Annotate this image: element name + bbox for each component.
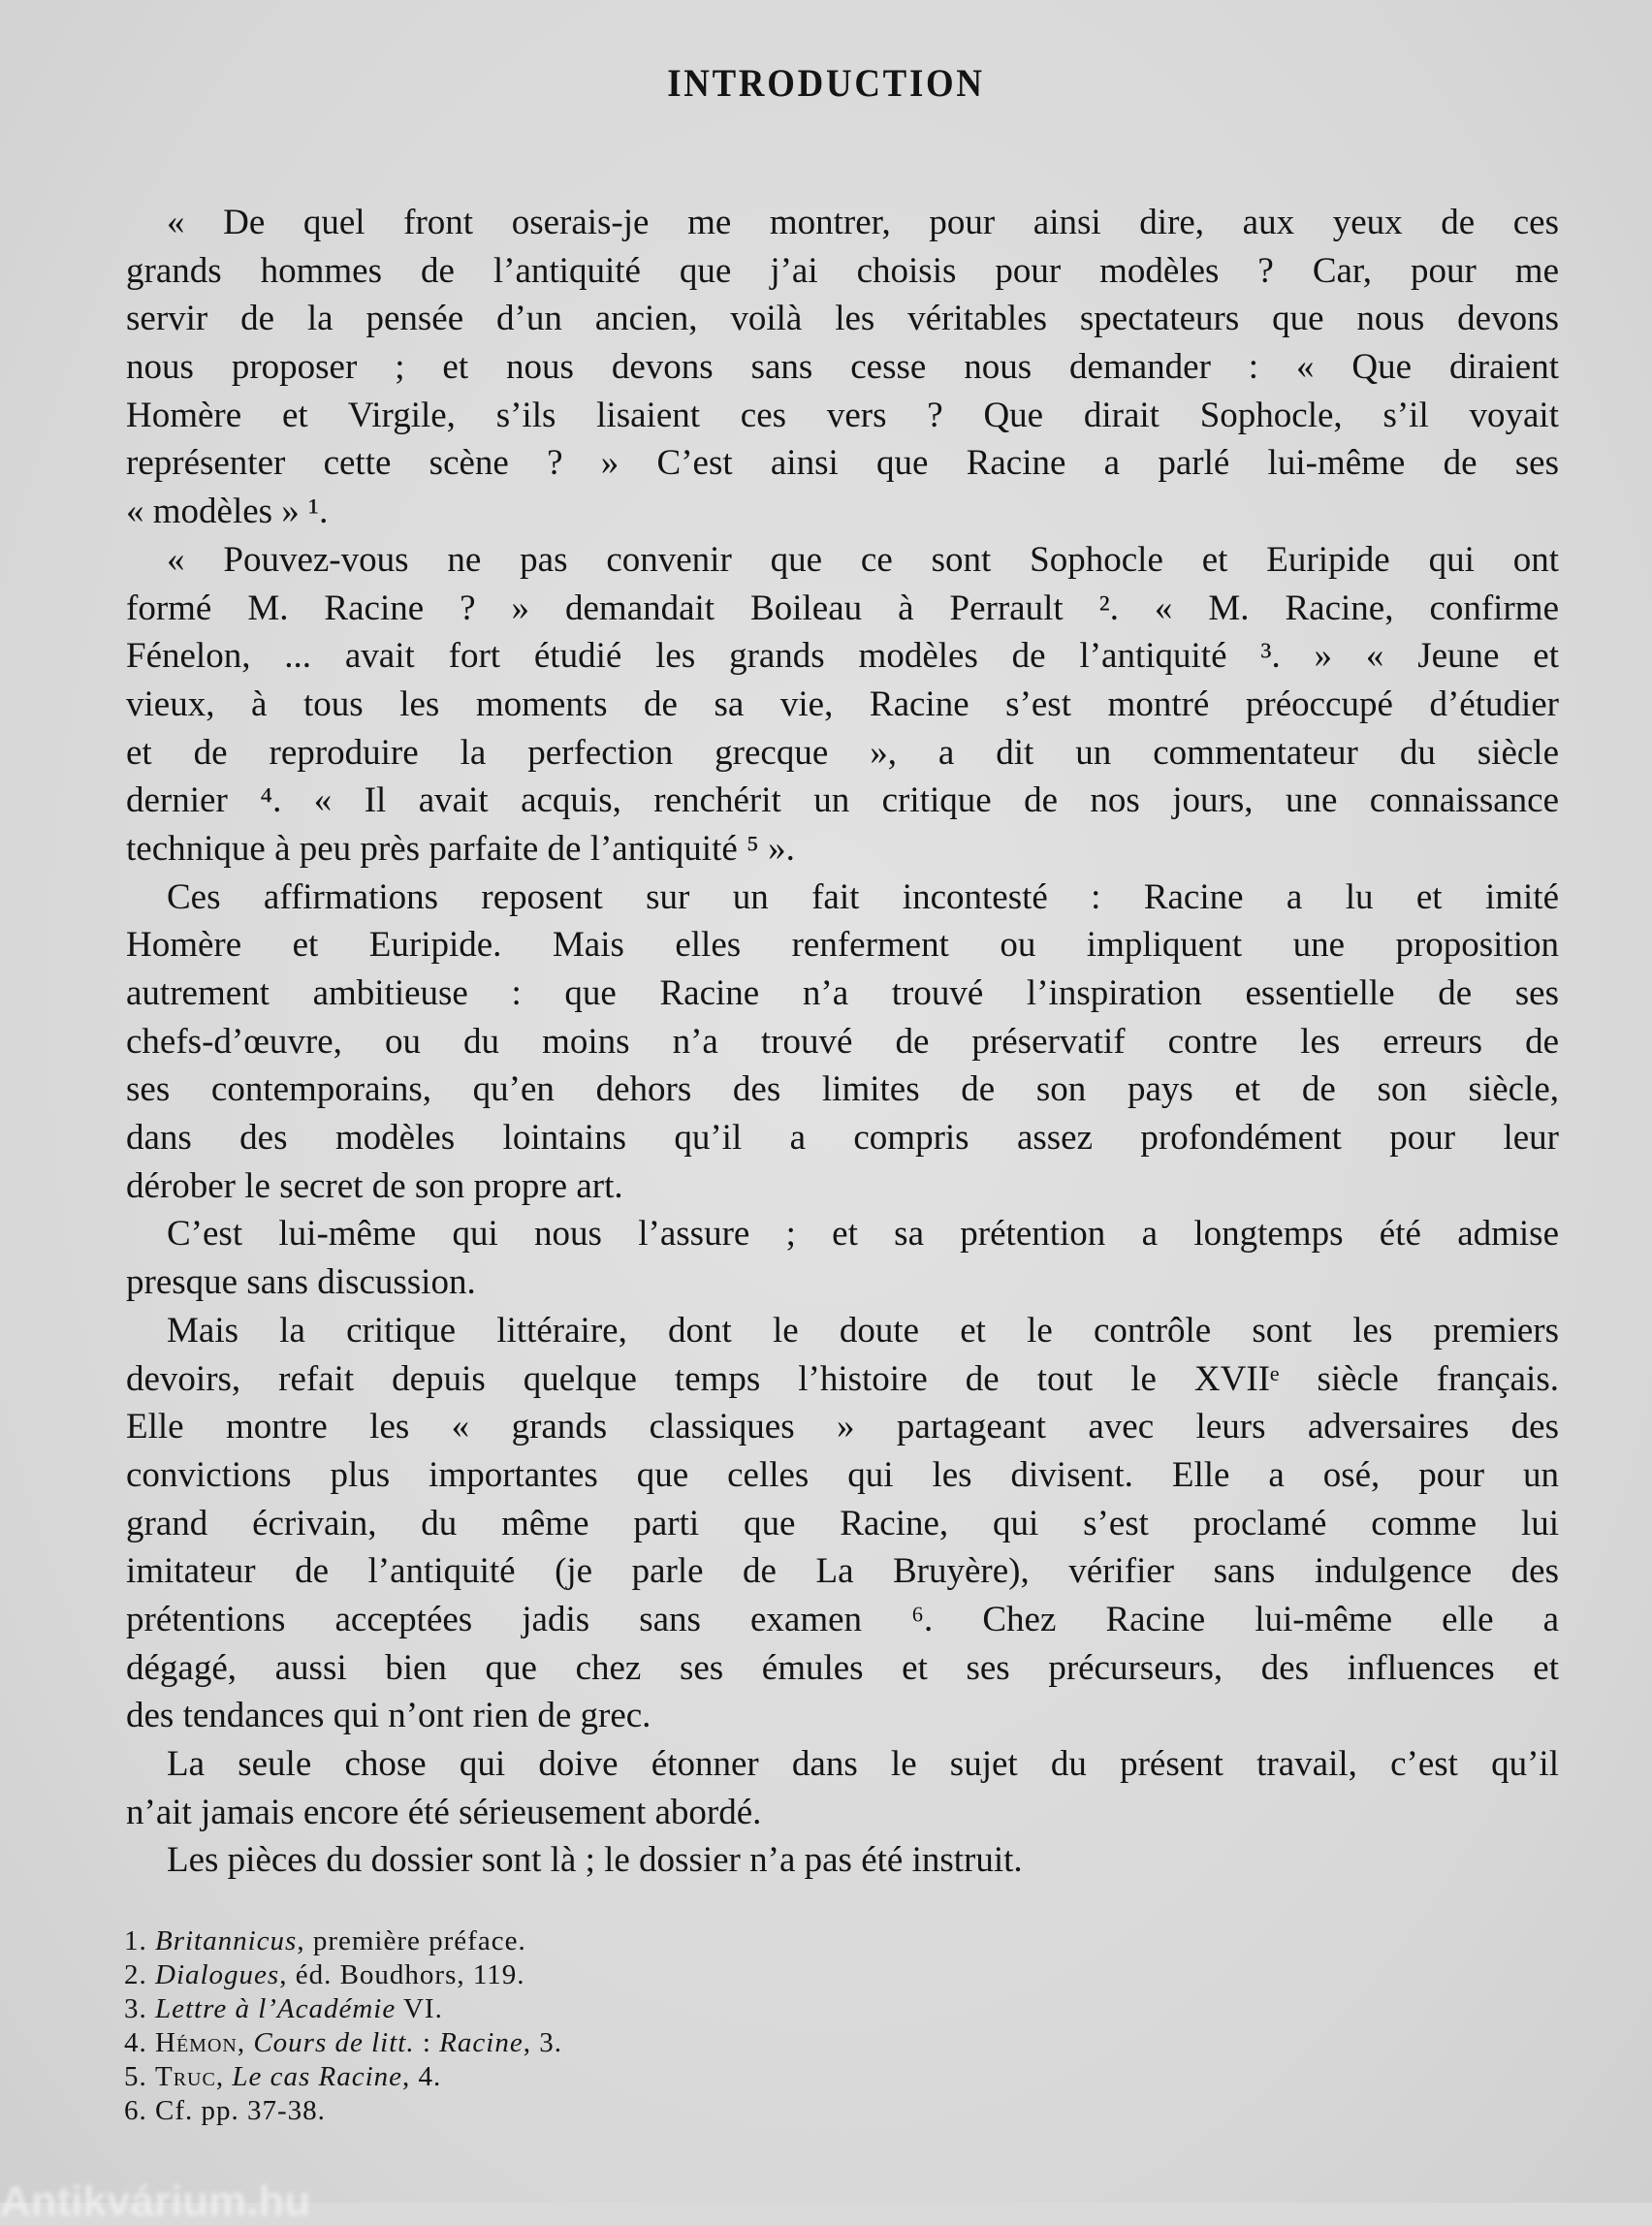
text-line: formé M. Racine ? » demandait Boileau à Perrault ². « M. Racine, confirme xyxy=(126,588,1559,628)
text-line: dégagé, aussi bien que chez ses émules et ses précurseurs, des influences et xyxy=(126,1647,1559,1688)
paragraph xyxy=(126,199,1559,536)
text-line: n’ait jamais encore été sérieusement abordé. xyxy=(126,1792,762,1832)
text-line: ses contemporains, qu’en dehors des limites de son pays et de son siècle, xyxy=(126,1069,1559,1110)
text-line: grand écrivain, du même parti que Racine, qui s’est proclamé comme lui xyxy=(126,1503,1559,1543)
text-line: des tendances qui n’ont rien de grec. xyxy=(126,1696,651,1736)
footnote-1: 1. Britannicus, première préface. xyxy=(124,1925,526,1956)
text-line: servir de la pensée d’un ancien, voilà les véritables spectateurs que nous devons xyxy=(126,299,1559,339)
footnote-5: 5. Truc, Le cas Racine, 4. xyxy=(124,2061,442,2092)
text-line: « Pouvez-vous ne pas convenir que ce sont Sophocle et Euripide qui ont xyxy=(167,539,1559,580)
text-line: prétentions acceptées jadis sans examen ⁶. Chez Racine lui-même elle a xyxy=(126,1599,1559,1639)
paragraph xyxy=(126,536,1559,874)
text-line: « De quel front oserais-je me montrer, pour ainsi dire, aux yeux de ces xyxy=(167,203,1559,242)
footnote-2: 2. Dialogues, éd. Boudhors, 119. xyxy=(124,1959,525,1990)
text-line: Homère et Virgile, s’ils lisaient ces vers ? Que dirait Sophocle, s’il voyait xyxy=(126,395,1559,435)
text-line: grands hommes de l’antiquité que j’ai choisis pour modèles ? Car, pour me xyxy=(126,250,1559,291)
text-line: imitateur de l’antiquité (je parle de La Bruyère), vérifier sans indulgence des xyxy=(126,1551,1559,1592)
text-line: Homère et Euripide. Mais elles renferment ou impliquent une proposition xyxy=(126,925,1559,966)
paragraph xyxy=(126,1210,1559,1306)
text-line: et de reproduire la perfection grecque », a dit un commentateur du siècle xyxy=(126,732,1559,773)
text-line: Fénelon, ... avait fort étudié les grands modèles de l’antiquité ³. » « Jeune et xyxy=(126,636,1559,677)
text-line: dans des modèles lointains qu’il a compris assez profondément pour leur xyxy=(126,1118,1559,1159)
text-line: « modèles » ¹. xyxy=(126,492,329,532)
text-line: Mais la critique littéraire, dont le doute et le contrôle sont les premiers xyxy=(167,1310,1559,1351)
text-line: devoirs, refait depuis quelque temps l’histoire de tout le XVIIᵉ siècle français. xyxy=(126,1358,1559,1399)
text-line: vieux, à tous les moments de sa vie, Racine s’est montré préoccupé d’étudier xyxy=(126,684,1559,724)
paragraph xyxy=(126,1836,1559,1885)
footnote-4: 4. Hémon, Cours de litt. : Racine, 3. xyxy=(124,2027,562,2058)
text-line: convictions plus importantes que celles qui les divisent. Elle a osé, pour un xyxy=(126,1454,1559,1495)
text-line: technique à peu près parfaite de l’antiquité ⁵ ». xyxy=(126,828,795,869)
paragraph xyxy=(126,1740,1559,1836)
watermark: Antikvárium.hu xyxy=(0,2178,311,2225)
text-line: dernier ⁴. « Il avait acquis, renchérit un critique de nos jours, une connaissance xyxy=(126,780,1559,821)
footnote-6: 6. Cf. pp. 37-38. xyxy=(124,2095,326,2126)
paragraph xyxy=(126,1307,1559,1740)
text-line: Elle montre les « grands classiques » partageant avec leurs adversaires des xyxy=(126,1407,1559,1447)
text-line: C’est lui-même qui nous l’assure ; et sa prétention a longtemps été admise xyxy=(167,1214,1559,1255)
footnote-3: 3. Lettre à l’Académie VI. xyxy=(124,1993,443,2024)
text-line: chefs-d’œuvre, ou du moins n’a trouvé de préservatif contre les erreurs de xyxy=(126,1021,1559,1062)
text-line: autrement ambitieuse : que Racine n’a trouvé l’inspiration essentielle de ses xyxy=(126,973,1559,1013)
paragraph xyxy=(126,874,1559,1211)
text-line: nous proposer ; et nous devons sans cesse nous demander : « Que diraient xyxy=(126,347,1559,388)
chapter-title: INTRODUCTION xyxy=(667,61,985,105)
text-line: presque sans discussion. xyxy=(126,1262,476,1303)
text-line: Les pièces du dossier sont là ; le dossier n’a pas été instruit. xyxy=(167,1840,1023,1881)
body-text xyxy=(126,199,1559,1885)
text-line: dérober le secret de son propre art. xyxy=(126,1165,623,1206)
text-line: Ces affirmations reposent sur un fait incontesté : Racine a lu et imité xyxy=(167,876,1559,917)
footnotes xyxy=(124,1924,562,2128)
text-line: La seule chose qui doive étonner dans le sujet du présent travail, c’est qu’il xyxy=(167,1744,1559,1784)
text-line: représenter cette scène ? » C’est ainsi que Racine a parlé lui-même de ses xyxy=(126,443,1559,484)
